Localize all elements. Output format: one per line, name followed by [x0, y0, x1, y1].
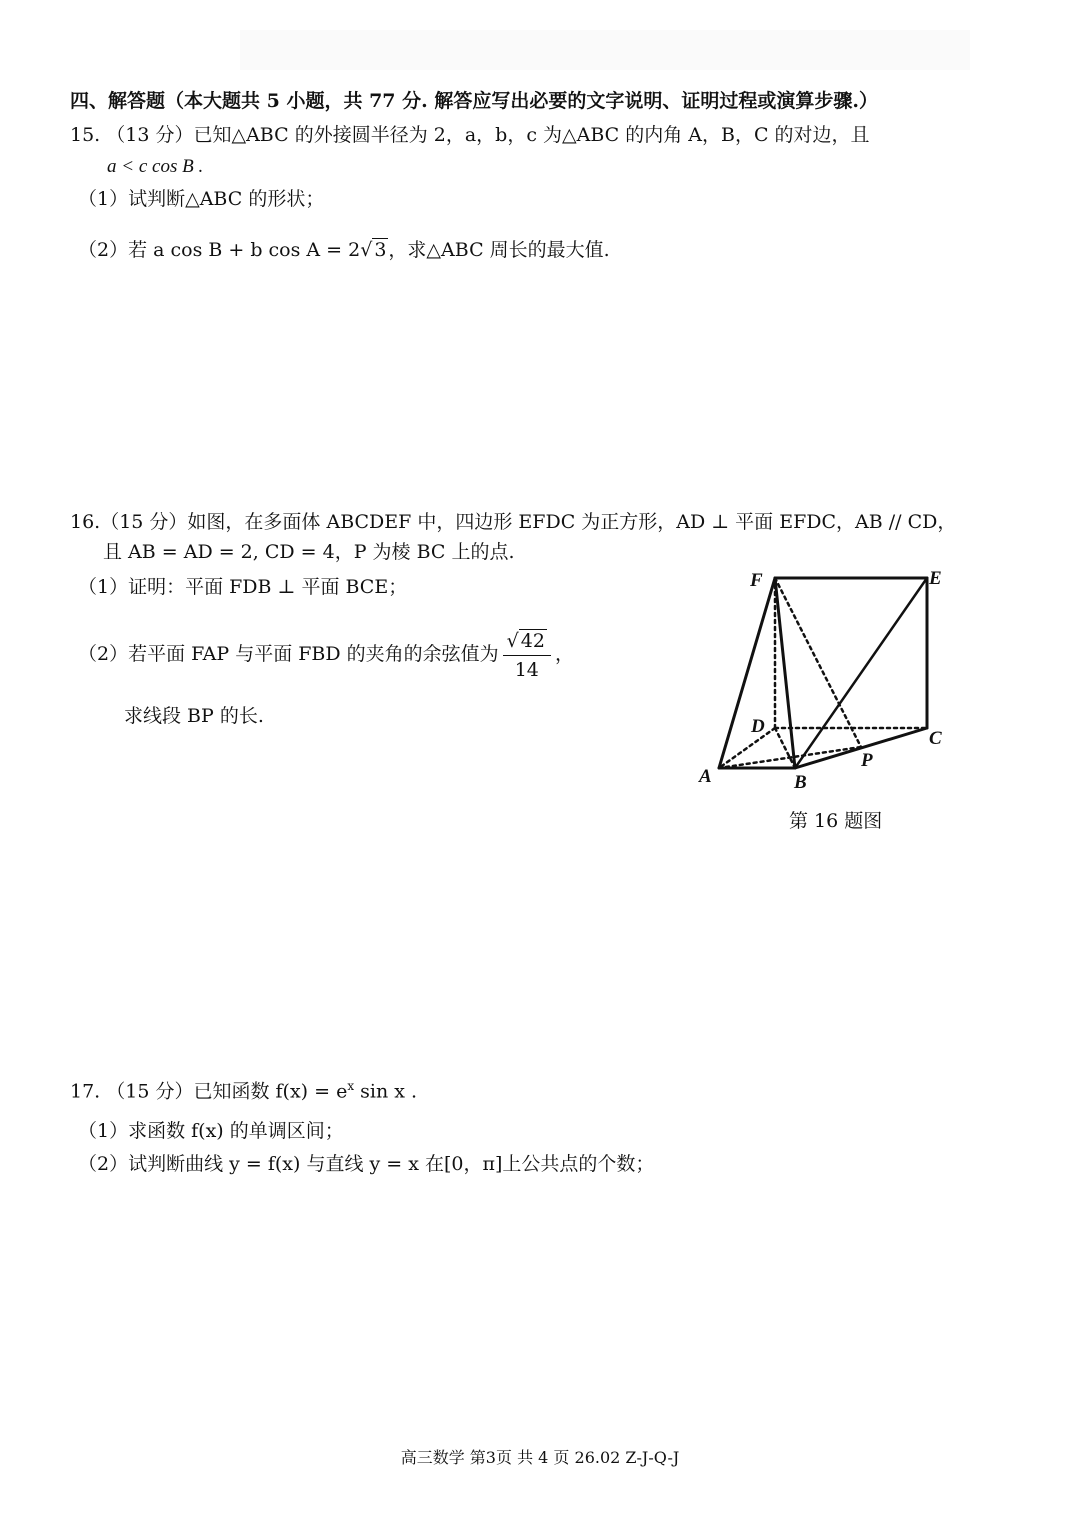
- fraction-numerator: √ 42: [503, 629, 551, 656]
- label-P: P: [861, 750, 873, 771]
- q16-stem-line-2: 且 AB = AD = 2, CD = 4，P 为棱 BC 上的点.: [103, 541, 515, 563]
- q15-part2-question: ，求△ABC 周长的最大值.: [388, 239, 610, 261]
- q16-part2-comma: ，: [554, 643, 574, 665]
- q16-part2-line-2: 求线段 BP 的长.: [124, 705, 264, 727]
- edge-AP: [719, 747, 861, 768]
- q16-part2-text: （2）若平面 FAP 与平面 FBD 的夹角的余弦值为: [78, 643, 499, 665]
- q16-part1: （1）证明：平面 FDB ⊥ 平面 BCE；: [78, 576, 408, 598]
- edge-FP: [775, 578, 861, 747]
- q15-part1: （1）试判断△ABC 的形状；: [78, 188, 325, 210]
- edge-FB: [775, 578, 795, 768]
- label-C: C: [929, 728, 942, 749]
- q17-stem-text: 17. （15 分）已知函数 f(x) = e: [70, 1080, 348, 1103]
- q15-stem-line-1: 15. （13 分）已知△ABC 的外接圆半径为 2，a，b，c 为△ABC 的内角 A，B，C 的对边，且: [70, 124, 870, 146]
- q17-stem-end: sin x .: [354, 1080, 418, 1103]
- label-D: D: [751, 716, 765, 737]
- page-footer: 高三数学 第3页 共 4 页 26.02 Z-J-Q-J: [400, 1448, 680, 1467]
- q17-stem: [70, 1073, 417, 1104]
- q15-part2-expression: （2）若 a cos B + b cos A = 2: [78, 239, 361, 261]
- numerator-radicand: 42: [520, 629, 545, 652]
- edge-DA: [719, 728, 775, 768]
- q15-part2: [78, 237, 610, 263]
- label-B: B: [794, 772, 807, 793]
- figure-caption: 第 16 题图: [789, 810, 883, 832]
- edge-BE: [795, 578, 927, 768]
- q17-part2: （2）试判断曲线 y = f(x) 与直线 y = x 在[0，π]上公共点的个数；: [78, 1153, 655, 1175]
- cosine-fraction: [503, 629, 551, 682]
- label-F: F: [750, 570, 763, 591]
- q17-part1: （1）求函数 f(x) 的单调区间；: [78, 1120, 344, 1142]
- header-shadow: [240, 30, 970, 70]
- label-E: E: [929, 568, 942, 589]
- edge-FA: [719, 578, 775, 768]
- q16-part2: [78, 624, 574, 684]
- sqrt-sign: √: [360, 239, 373, 261]
- q16-stem-line-1: 16.（15 分）如图，在多面体 ABCDEF 中，四边形 EFDC 为正方形，AD ⊥ 平面 EFDC，AB // CD，: [70, 511, 957, 533]
- q15-part2-radicand: 3: [374, 239, 387, 261]
- section-heading: 四、解答题（本大题共 5 小题，共 77 分. 解答应写出必要的文字说明、证明过程或演算步骤.）: [70, 90, 878, 112]
- q15-stem-line-2: a < c cos B .: [107, 156, 204, 177]
- q17-exponent: x: [347, 1079, 355, 1093]
- label-A: A: [699, 766, 712, 787]
- fraction-denominator: 14: [514, 658, 539, 681]
- polyhedron-figure: [695, 562, 955, 794]
